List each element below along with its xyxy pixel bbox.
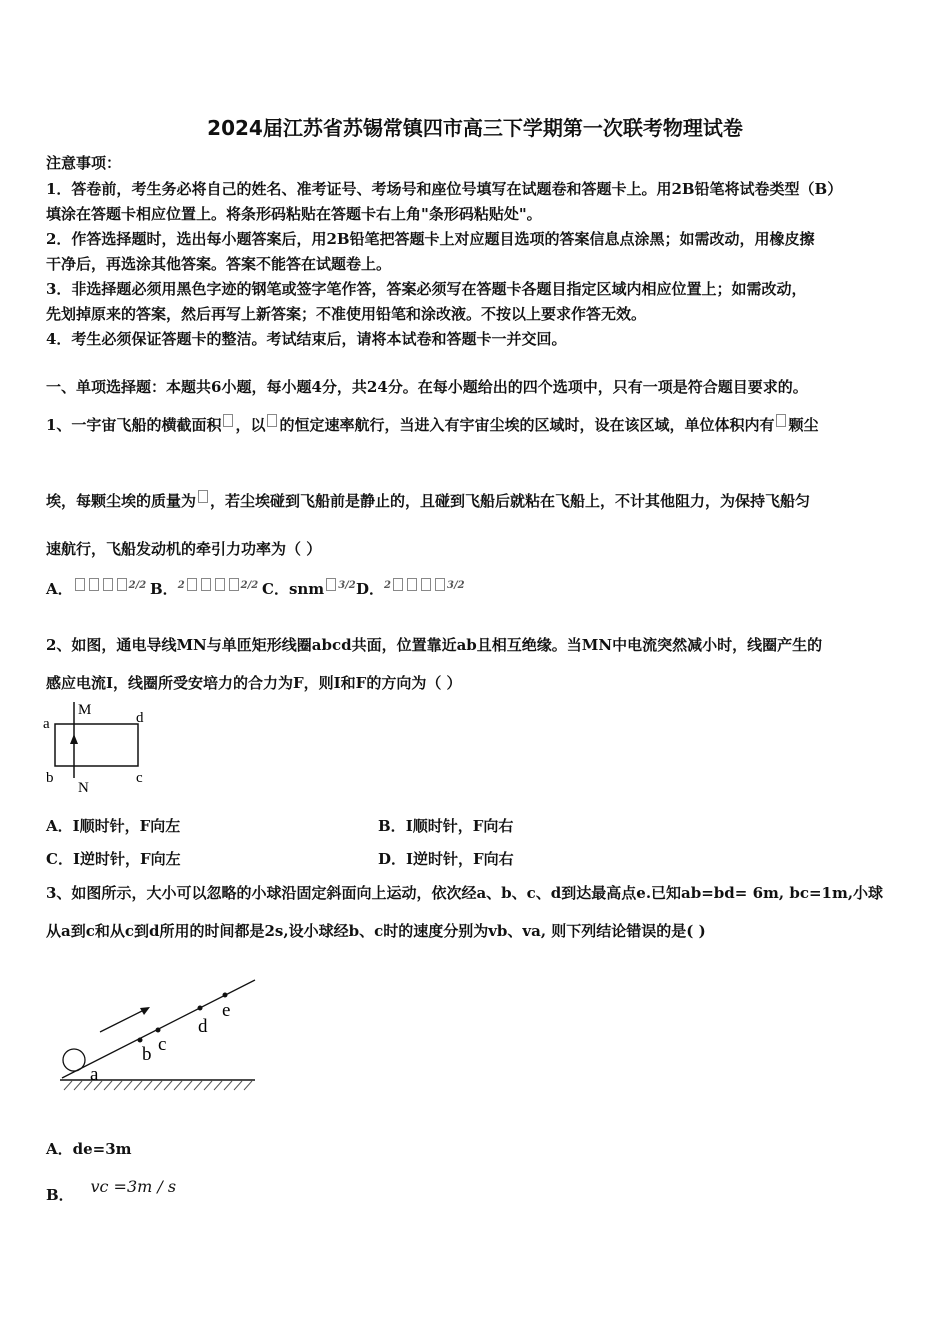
label-c: c <box>136 770 143 786</box>
notice-line: 1．答卷前，考生务必将自己的姓名、准考证号、考场号和座位号填写在试题卷和答题卡上。用2B铅笔将试卷类型（B） <box>46 180 843 198</box>
q2-option-b: B．I顺时针，F向右 <box>378 817 514 835</box>
label-c: c <box>158 1034 167 1055</box>
incline-diagram <box>50 972 270 1097</box>
q1-text: ，以 <box>235 416 266 434</box>
label-N: N <box>78 780 89 796</box>
q2-option-d: D．I逆时针，F向右 <box>378 850 514 868</box>
label-a: a <box>90 1064 99 1085</box>
point-b <box>138 1038 143 1043</box>
notice-line: 4．考生必须保证答题卡的整洁。考试结束后，请将本试卷和答题卡一并交回。 <box>46 330 567 348</box>
notice-line: 先划掉原来的答案，然后再写上新答案；不准使用铅笔和涂改液。不按以上要求作答无效。 <box>46 305 647 323</box>
q2-option-a: A．I顺时针，F向左 <box>46 817 181 835</box>
label-d: d <box>198 1016 208 1037</box>
label-b: b <box>142 1044 152 1065</box>
q1-text: 颗尘 <box>788 416 819 434</box>
point-e <box>223 993 228 998</box>
question-3-line-1: 3、如图所示，大小可以忽略的小球沿固定斜面向上运动，依次经a、b、c、d到达最高点e.已知ab=bd= 6m, bc=1m,小球 <box>46 884 884 902</box>
q3-option-a: A．de=3m <box>46 1140 132 1158</box>
coil-diagram <box>40 698 160 796</box>
question-3-line-2: 从a到c和从c到d所用的时间都是2s,设小球经b、c时的速度分别为vb、va, 则下列结论错误的是( ) <box>46 922 706 940</box>
notice-line: 干净后，再选涂其他答案。答案不能答在试题卷上。 <box>46 255 392 273</box>
label-M: M <box>78 702 92 718</box>
q1-option-a: A． $^{2/2}$ <box>46 580 147 598</box>
coil-rectangle <box>55 724 138 766</box>
question-2-line-2: 感应电流I，线圈所受安培力的合力为F，则I和F的方向为（ ） <box>46 674 462 692</box>
notice-heading: 注意事项： <box>46 154 122 172</box>
q1-text: 的恒定速率航行，当进入有宇宙尘埃的区域时，设在该区域，单位体积内有 <box>279 416 775 434</box>
notice-line: 3．非选择题必须用黑色字迹的钢笔或签字笔作答，答案必须写在答题卡各题目指定区域内相应位置上；如需改动， <box>46 280 807 298</box>
point-d <box>198 1006 203 1011</box>
current-arrow-icon <box>70 734 78 744</box>
q1-option-c: C．snm $^{3/2}$ <box>262 580 356 598</box>
motion-arrow-icon <box>100 1008 148 1032</box>
ball-icon <box>63 1049 85 1071</box>
formula-placeholder <box>776 414 786 427</box>
question-2-line-1: 2、如图，通电导线MN与单匝矩形线圈abcd共面，位置靠近ab且相互绝缘。当MN中电流突然减小时，线圈产生的 <box>46 636 823 654</box>
label-d: d <box>136 710 144 726</box>
page-title: 2024届江苏省苏锡常镇四市高三下学期第一次联考物理试卷 <box>207 116 743 140</box>
q1-text: ，若尘埃碰到飞船前是静止的，且碰到飞船后就粘在飞船上，不计其他阻力，为保持飞船匀 <box>210 492 811 510</box>
formula-placeholder <box>198 490 208 503</box>
q1-text: 埃，每颗尘埃的质量为 <box>46 492 197 510</box>
formula-placeholder <box>267 414 277 427</box>
section-heading: 一、单项选择题：本题共6小题，每小题4分，共24分。在每小题给出的四个选项中，只有一项是符合题目要求的。 <box>46 378 808 396</box>
formula-placeholder <box>223 414 233 427</box>
label-b: b <box>46 770 54 786</box>
notice-line: 填涂在答题卡相应位置上。将条形码粘贴在答题卡右上角"条形码粘贴处"。 <box>46 205 542 223</box>
question-1-line-3: 速航行，飞船发动机的牵引力功率为（ ） <box>46 540 322 558</box>
q3-option-b: B． vc =3m / s <box>46 1177 177 1204</box>
q1-option-d: D．$^2$ $^{3/2}$ <box>356 580 465 598</box>
label-e: e <box>222 1000 231 1021</box>
q1-text: 1、一宇宙飞船的横截面积 <box>46 416 222 434</box>
q1-option-b: B．$^2$ $^{2/2}$ <box>150 580 259 598</box>
notice-line: 2．作答选择题时，选出每小题答案后，用2B铅笔把答题卡上对应题目选项的答案信息点涂黑；如需改动，用橡皮擦 <box>46 230 815 248</box>
q2-option-c: C．I逆时针，F向左 <box>46 850 181 868</box>
label-a: a <box>43 716 50 732</box>
question-1-line-1 <box>46 414 910 435</box>
point-c <box>156 1028 161 1033</box>
question-1-line-2 <box>46 490 910 511</box>
